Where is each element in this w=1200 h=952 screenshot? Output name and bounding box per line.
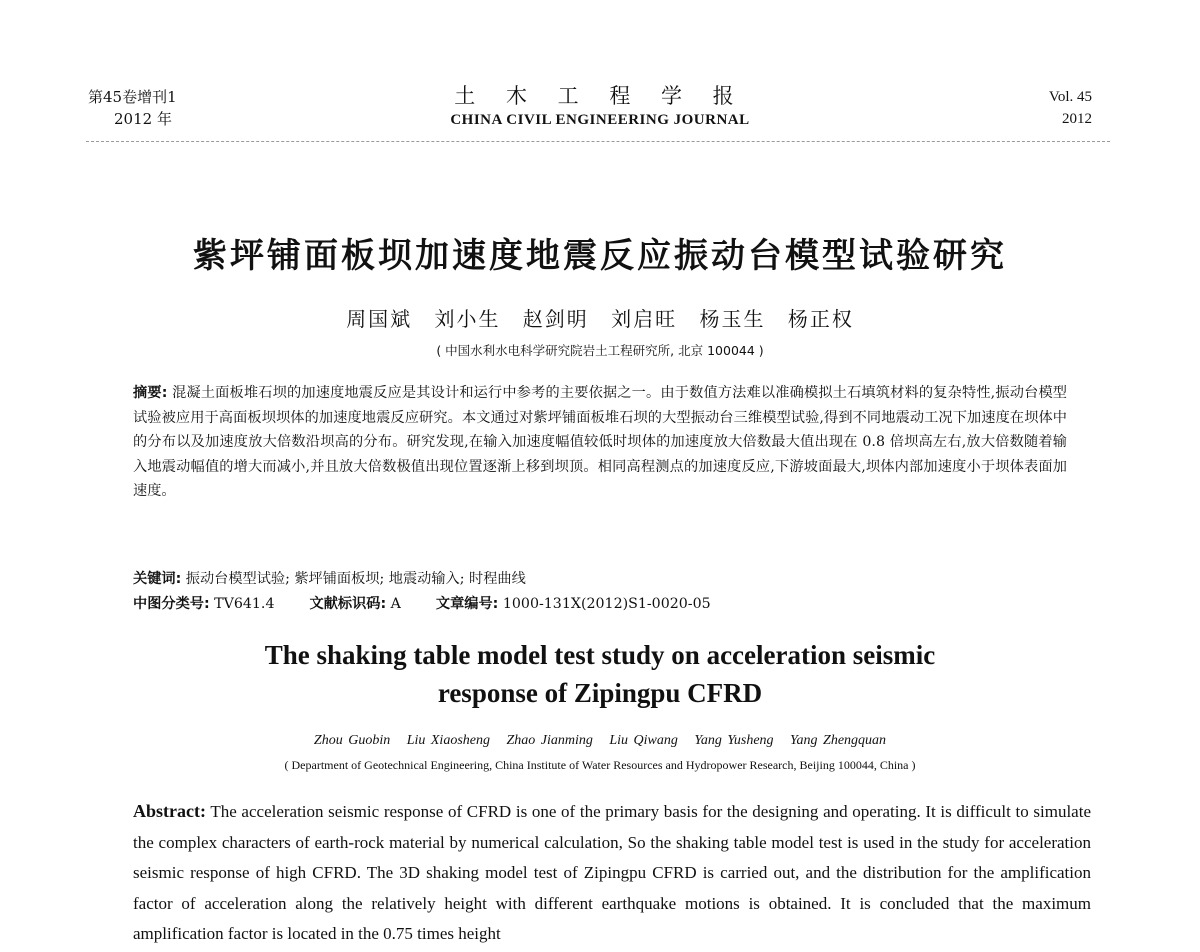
abstract-cn	[133, 381, 1067, 504]
header-divider	[86, 141, 1110, 142]
doc-code-value: A	[390, 596, 401, 612]
keywords-cn	[133, 567, 1067, 591]
affiliation-en: ( Department of Geotechnical Engineering, China Institute of Water Resources and Hydropower Research, Beijing 100044, China )	[284, 758, 916, 772]
year-en: 2012	[1062, 111, 1092, 127]
authors-cn: 周国斌 刘小生 赵剑明 刘启旺 杨玉生 杨正权	[346, 307, 854, 331]
paper-title-en	[0, 636, 1200, 712]
abstract-en-text: The acceleration seismic response of CFRD is one of the primary basis for the designing and operating. It is difficult to simulate the complex characters of earth-rock material by numerical calculation, So the shaking table model test is used in the study for acceleration seismic response of high CFRD. The 3D shaking model test of Zipingpu CFRD is carried out, and the distribution for the amplification factor of acceleration along the relatively height with different earthquake motions is obtained. It is concluded that the maximum amplification factor is located in the 0.75 times height	[133, 802, 1091, 943]
doc-code-label: 文献标识码:	[309, 596, 387, 612]
authors-en: Zhou Guobin Liu Xiaosheng Zhao Jianming Liu Qiwang Yang Yusheng Yang Zhengquan	[313, 733, 887, 748]
keywords-cn-label: 关键词:	[133, 571, 182, 587]
journal-masthead	[0, 82, 1200, 130]
article-no-value: 1000-131X(2012)S1-0020-05	[502, 596, 711, 612]
volume-en: Vol. 45	[1048, 89, 1092, 105]
header-volume-en	[1049, 86, 1092, 130]
journal-name-cn: 土 木 工 程 学 报	[454, 84, 746, 108]
paper-title-en-line2: response of Zipingpu CFRD	[437, 678, 763, 708]
journal-name-en: CHINA CIVIL ENGINEERING JOURNAL	[450, 112, 750, 128]
classification-cn	[133, 592, 1067, 616]
abstract-en-label: Abstract:	[133, 801, 206, 821]
article-no-label: 文章编号:	[435, 596, 499, 612]
abstract-cn-label: 摘要:	[133, 385, 168, 401]
paper-title-cn: 紫坪铺面板坝加速度地震反应振动台模型试验研究	[193, 236, 1007, 276]
clc-label: 中图分类号:	[133, 596, 210, 612]
paper-title-en-line1: The shaking table model test study on acceleration seismic	[264, 640, 936, 670]
volume-issue-cn: 第45卷增刊1	[88, 88, 177, 106]
abstract-en	[133, 796, 1091, 950]
year-cn: 2012 年	[114, 110, 172, 128]
affiliation-cn: ( 中国水利水电科学研究院岩土工程研究所, 北京 100044 )	[436, 343, 764, 358]
abstract-cn-text: 混凝土面板堆石坝的加速度地震反应是其设计和运行中参考的主要依据之一。由于数值方法难以准确模拟土石填筑材料的复杂特性,振动台模型试验被应用于高面板坝坝体的加速度地震反应研究。本文通过对紫坪铺面板堆石坝的大型振动台三维模型试验,得到不同地震动工况下加速度在坝体中的分布以及加速度放大倍数沿坝高的分布。研究发现,在输入加速度幅值较低时坝体的加速度放大倍数最大值出现在 0.8 倍坝高左右,放大倍数随着输入地震动幅值的增大而减小,并且放大倍数极值出现位置逐渐上移到坝顶。相同高程测点的加速度反应,下游坡面最大,坝体内部加速度小于坝体表面加速度。	[133, 385, 1067, 499]
keywords-cn-text: 振动台模型试验; 紫坪铺面板坝; 地震动输入; 时程曲线	[185, 571, 526, 587]
clc-value: TV641.4	[214, 596, 275, 612]
